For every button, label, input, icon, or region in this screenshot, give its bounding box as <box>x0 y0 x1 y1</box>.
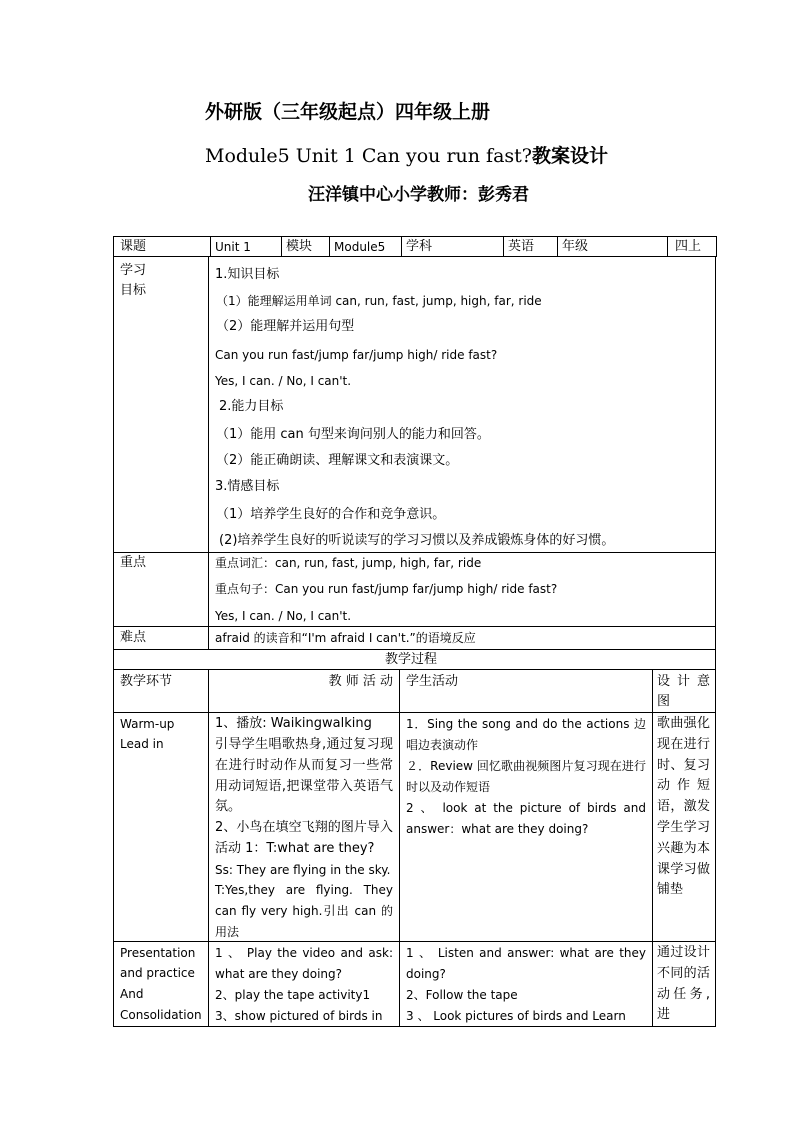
process-title: 教学过程 <box>385 652 438 667</box>
keypoint-line: Yes, I can. / No, I can't. <box>215 609 352 623</box>
column-header-teacher: 教 师 活 动 <box>328 674 393 689</box>
table-border <box>208 669 209 1027</box>
design-intent: 通过设计不同的活动任务,进 <box>657 945 710 1023</box>
keypoint-line: 重点句子：Can you run fast/jump far/jump high/ ride fast? <box>215 582 558 596</box>
teacher-activity-line: 引导学生唱歌热身,通过复习现在进行时动作从而复习一些常用动词短语,把课堂带入英语气氛。 <box>215 737 393 815</box>
objectives-label: 学习 <box>120 263 147 278</box>
stage-line: and practice <box>120 966 195 980</box>
stage-line: Lead in <box>120 737 164 751</box>
objective-line: （1）能用 can 句型来询问别人的能力和回答。 <box>216 427 490 442</box>
objectives-label: 目标 <box>120 283 147 298</box>
unit-value: Unit 1 <box>215 240 251 254</box>
table-border <box>113 256 114 650</box>
stage-line: And <box>120 987 144 1001</box>
stage-line: Presentation <box>120 946 196 960</box>
table-border <box>208 256 209 650</box>
module-value: Module5 <box>334 240 386 254</box>
subject-label: 课题 <box>120 239 147 254</box>
objective-line: （2）能正确朗读、理解课文和表演课文。 <box>216 453 459 468</box>
teacher-activity-line: Ss: They are flying in the sky. <box>215 863 391 877</box>
keypoint-line: 重点词汇：can, run, fast, jump, high, far, ride <box>215 556 482 570</box>
subtitle-chinese: 教案设计 <box>532 145 609 167</box>
table-border <box>652 669 653 1027</box>
objective-line: Yes, I can. / No, I can't. <box>215 374 352 388</box>
objective-line: (2)培养学生良好的听说读写的学习习惯以及养成锻炼身体的好习惯。 <box>219 533 615 548</box>
table-border <box>715 256 716 650</box>
student-activity-line: 1 、 Listen and answer: what are they doing? <box>406 946 646 981</box>
student-activity-line: 3 、 Look pictures of birds and Learn <box>406 1009 626 1023</box>
module-label: 模块 <box>286 239 313 254</box>
table-border <box>399 669 400 1027</box>
grade-label: 年级 <box>562 239 589 254</box>
objective-line: 3.情感目标 <box>215 479 280 494</box>
objective-line: 2.能力目标 <box>219 399 284 414</box>
document-subtitle <box>205 141 608 168</box>
difficulty-text: afraid 的读音和“I'm afraid I can't.”的语境反应 <box>215 631 476 645</box>
author-line: 汪洋镇中心小学教师：彭秀君 <box>308 185 529 205</box>
student-activity-line: 2、Follow the tape <box>406 988 518 1002</box>
keypoints-label: 重点 <box>120 555 147 570</box>
design-intent: 歌曲强化现在进行时、复习动作短语，激发学生学习兴趣为本课学习做铺垫 <box>657 716 710 898</box>
teacher-activity-line: 1 、 Play the video and ask: what are they doing? <box>215 946 393 981</box>
column-header-intent: 设 计 意 图 <box>657 674 710 709</box>
subtitle-english: Module5 Unit 1 Can you run fast? <box>205 145 532 167</box>
objective-line: Can you run fast/jump far/jump high/ ride fast? <box>215 348 498 362</box>
student-activity-line: 2 、 look at the picture of birds and answer：what are they doing? <box>406 801 646 836</box>
table-border <box>113 626 716 627</box>
table-border <box>113 712 716 713</box>
objective-line: 1.知识目标 <box>215 267 280 282</box>
stage-line: Consolidation <box>120 1008 202 1022</box>
difficulty-label: 难点 <box>120 630 147 645</box>
column-header-stage: 教学环节 <box>120 674 173 689</box>
student-activity-line: 1．Sing the song and do the actions 边唱边表演动作 <box>406 717 646 752</box>
teacher-activity-line: 2、play the tape activity1 <box>215 988 371 1002</box>
table-border <box>715 649 716 1027</box>
grade-value: 四上 <box>675 239 702 254</box>
teacher-activity-line: 1、播放: Waikingwalking <box>215 716 372 731</box>
teacher-activity-line: 2、小鸟在填空飞翔的图片导入活动 1：T:what are they? <box>215 820 393 856</box>
teacher-activity-line: T:Yes,they are flying. They can fly very high.引出 can 的用法 <box>215 883 393 939</box>
table-border <box>113 1026 716 1027</box>
table-border <box>113 941 716 942</box>
stage-line: Warm-up <box>120 717 175 731</box>
objective-line: （2）能理解并运用句型 <box>216 319 355 334</box>
student-activity-line: ２．Review 回忆歌曲视频图片复习现在进行时以及动作短语 <box>406 759 646 794</box>
table-border <box>113 649 114 1027</box>
objective-line: （1）能理解运用单词 can, run, fast, jump, high, far, ride <box>216 294 542 308</box>
discipline-value: 英语 <box>508 239 535 254</box>
discipline-label: 学科 <box>406 239 433 254</box>
teacher-activity-line: 3、show pictured of birds in <box>215 1009 383 1023</box>
objective-line: （1）培养学生良好的合作和竞争意识。 <box>216 507 446 522</box>
column-header-student: 学生活动 <box>406 674 459 689</box>
document-title: 外研版（三年级起点）四年级上册 <box>205 101 491 123</box>
